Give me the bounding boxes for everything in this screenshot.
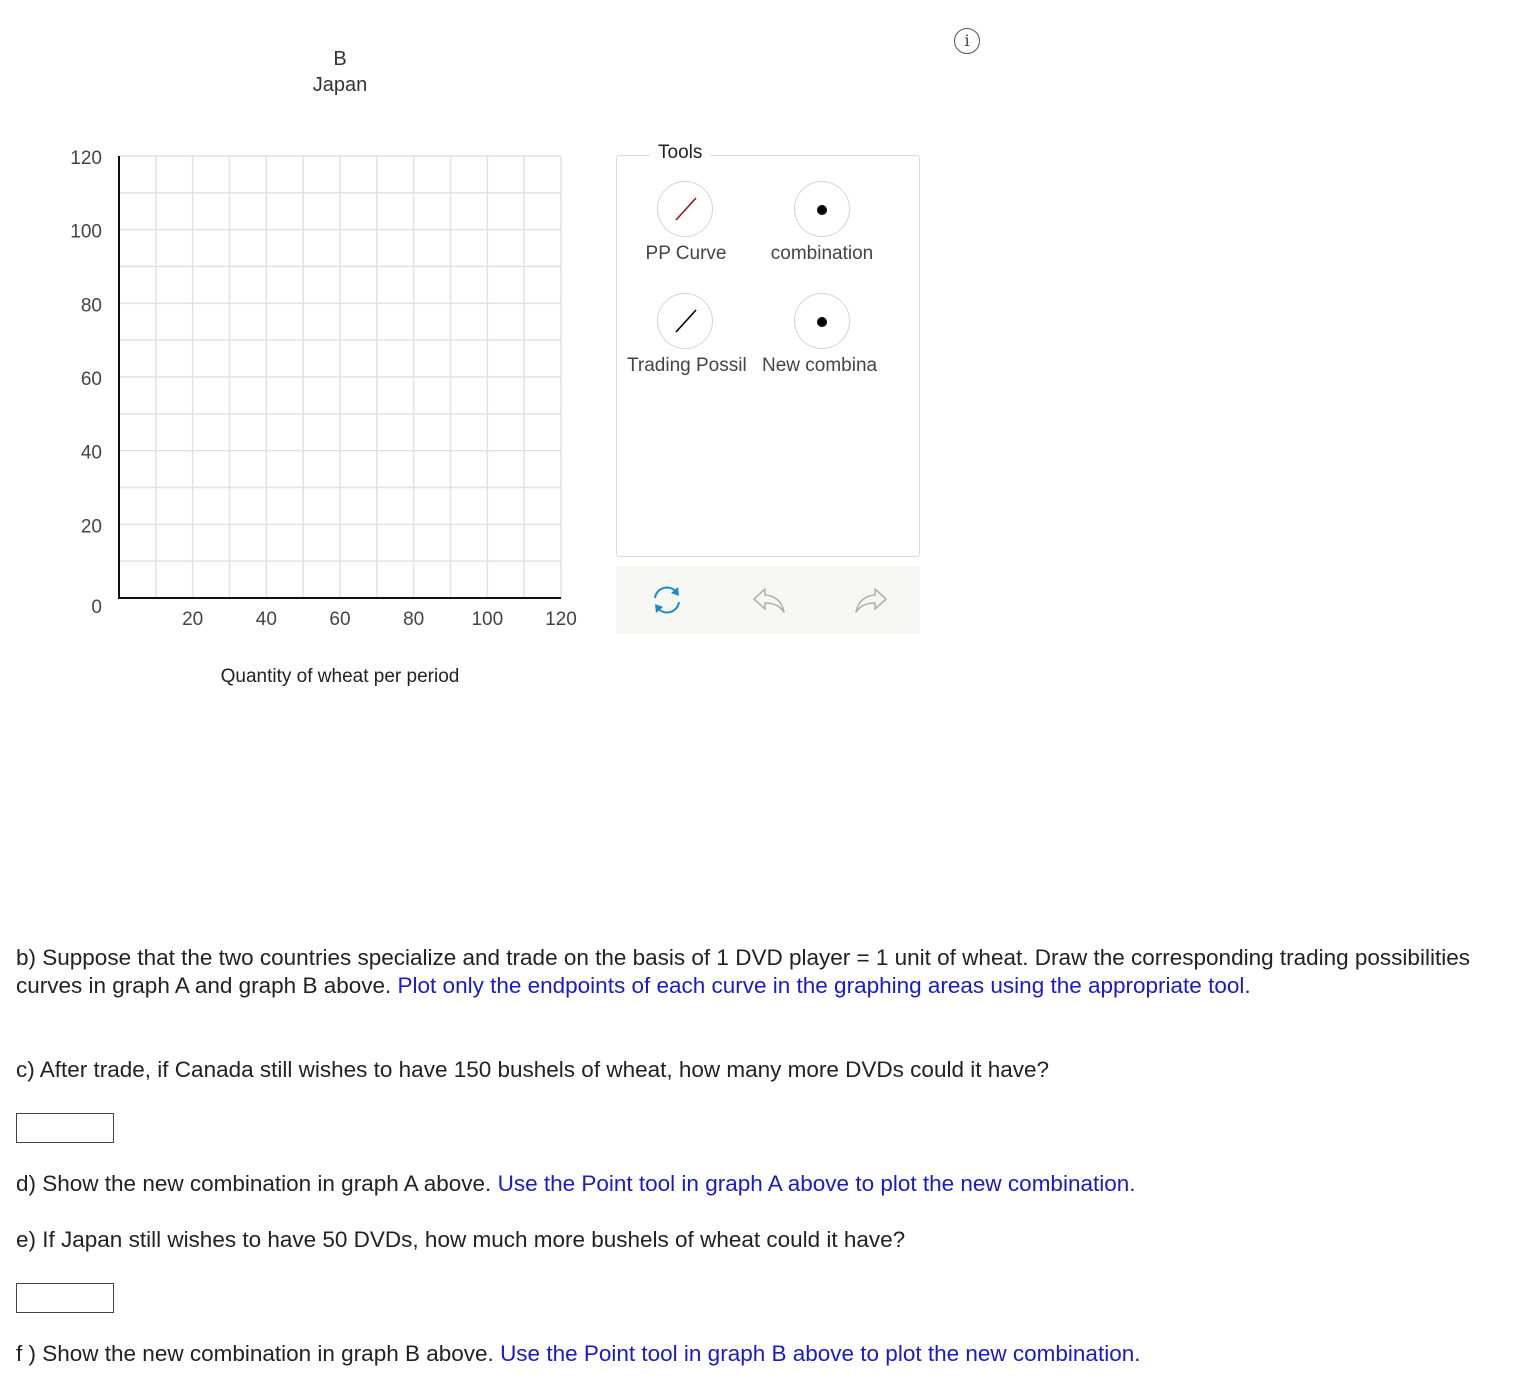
redo-icon bbox=[851, 580, 891, 620]
y-tick-label: 40 bbox=[80, 442, 102, 464]
tools-legend: Tools bbox=[650, 142, 710, 164]
line-icon bbox=[658, 182, 712, 236]
pp-curve-tool-label: PP Curve bbox=[645, 243, 727, 264]
refresh-icon bbox=[647, 580, 687, 620]
combination-tool-button[interactable] bbox=[794, 181, 850, 237]
y-tick-label: 80 bbox=[80, 295, 102, 317]
redo-button[interactable] bbox=[851, 580, 891, 620]
tick-labels bbox=[70, 148, 577, 630]
undo-icon bbox=[749, 580, 789, 620]
question-f-instruction: Use the Point tool in graph B above to plot the new combination. bbox=[500, 1341, 1141, 1366]
question-f-text: f ) Show the new combination in graph B above. bbox=[16, 1341, 494, 1366]
graph-area[interactable] bbox=[0, 0, 620, 650]
new-combination-tool-label: New combina bbox=[762, 355, 878, 376]
undo-button[interactable] bbox=[749, 580, 789, 620]
graph-country: Japan bbox=[312, 74, 368, 96]
x-tick-label: 20 bbox=[182, 609, 204, 630]
trading-possibilities-tool-button[interactable] bbox=[657, 293, 713, 349]
x-axis-label: Quantity of wheat per period bbox=[220, 666, 460, 687]
question-c-answer-input[interactable] bbox=[16, 1113, 114, 1143]
reset-button[interactable] bbox=[647, 580, 687, 620]
x-tick-label: 40 bbox=[255, 609, 277, 630]
question-b-text: b) Suppose that the two countries specialize and trade on the basis of 1 DVD player = 1 unit of wheat. Draw the corresponding trading possibilities curves in graph A and graph B above. bbox=[16, 945, 1470, 998]
question-e: e) If Japan still wishes to have 50 DVDs, how much more bushels of wheat could it have? bbox=[16, 1227, 906, 1252]
y-tick-label: 100 bbox=[70, 221, 102, 243]
question-e-answer-input[interactable] bbox=[16, 1283, 114, 1313]
question-b bbox=[16, 944, 1516, 1000]
pp-curve-tool-button[interactable] bbox=[657, 181, 713, 237]
new-combination-tool-button[interactable] bbox=[794, 293, 850, 349]
question-b-instruction: Plot only the endpoints of each curve in the graphing areas using the appropriate tool. bbox=[397, 973, 1251, 998]
y-tick-label: 60 bbox=[80, 369, 102, 390]
line-icon bbox=[658, 294, 712, 348]
question-d-instruction: Use the Point tool in graph A above to plot the new combination. bbox=[497, 1171, 1136, 1196]
x-tick-label: 60 bbox=[329, 609, 351, 630]
info-icon[interactable]: i bbox=[954, 28, 980, 54]
point-icon bbox=[795, 294, 849, 348]
x-tick-label: 80 bbox=[403, 609, 425, 630]
point-icon bbox=[795, 182, 849, 236]
x-tick-label: 120 bbox=[545, 609, 577, 630]
y-tick-label: 20 bbox=[80, 516, 102, 538]
y-tick-label: 0 bbox=[91, 597, 102, 618]
combination-tool-label: combination bbox=[770, 243, 874, 264]
question-c: c) After trade, if Canada still wishes to have 150 bushels of wheat, how many more DVDs could it have? bbox=[16, 1057, 1050, 1082]
question-f bbox=[16, 1340, 1516, 1368]
grid bbox=[119, 156, 561, 598]
graph-letter: B bbox=[333, 48, 347, 70]
question-d-text: d) Show the new combination in graph A above. bbox=[16, 1171, 492, 1196]
y-tick-label: 120 bbox=[70, 148, 102, 169]
x-tick-label: 100 bbox=[471, 609, 504, 630]
trading-possibilities-tool-label: Trading Possil bbox=[627, 355, 747, 376]
question-d bbox=[16, 1170, 1516, 1198]
